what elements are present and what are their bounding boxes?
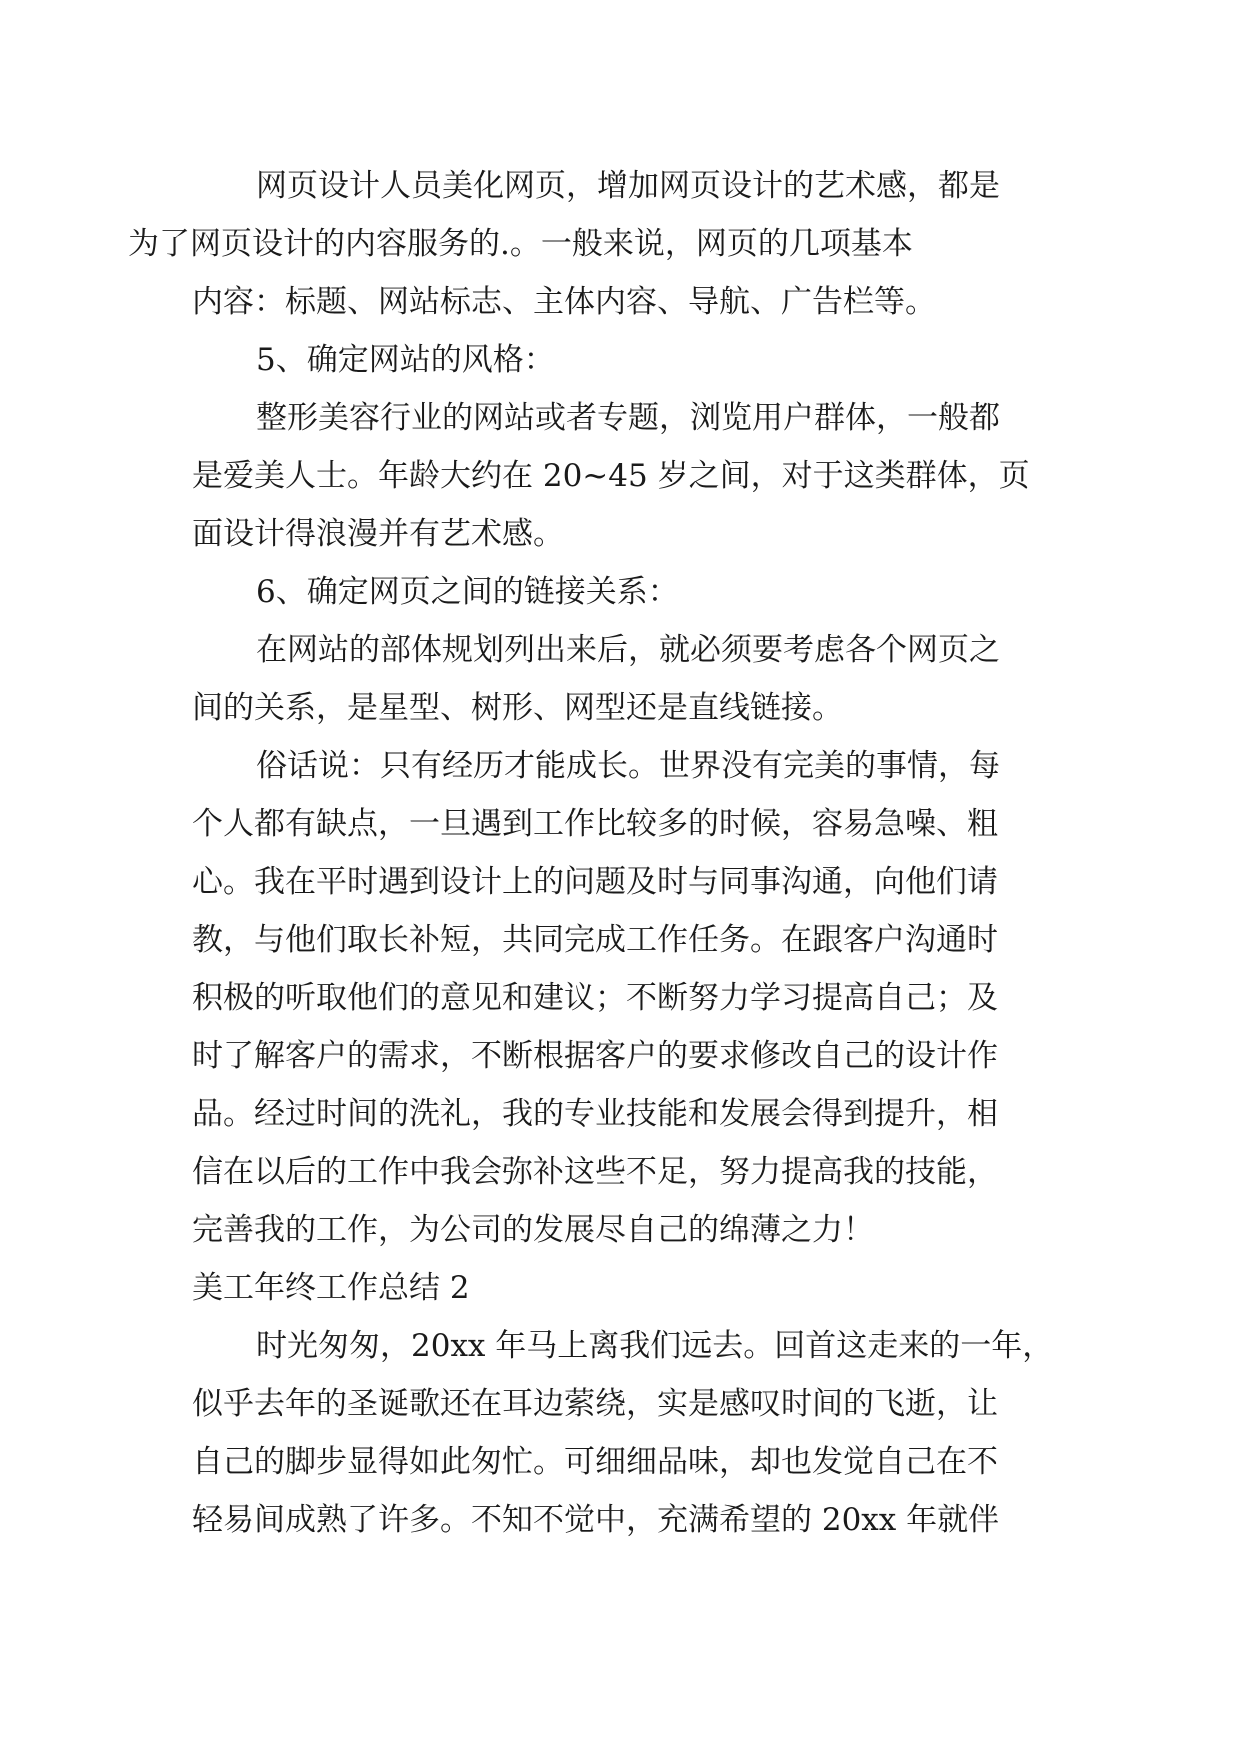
document-body [128, 157, 1054, 1549]
paragraph-link-relations [192, 621, 1052, 737]
text-line: 信在以后的工作中我会弥补这些不足，努力提高我的技能， [192, 1154, 998, 1190]
text-line: 间的关系，是星型、树形、网型还是直线链接。 [192, 690, 843, 726]
text-line: 心。我在平时遇到设计上的问题及时与同事沟通，向他们请 [192, 864, 998, 900]
text-line: 个人都有缺点，一旦遇到工作比较多的时候，容易急噪、粗 [192, 806, 998, 842]
text-line: 网页设计人员美化网页，增加网页设计的艺术感，都是 [256, 168, 1000, 204]
text-line: 是爱美人士。年龄大约在 20~45 岁之间，对于这类群体，页 [192, 458, 1030, 494]
text-line: 内容：标题、网站标志、主体内容、导航、广告栏等。 [192, 284, 936, 320]
text-line: 整形美容行业的网站或者专题，浏览用户群体，一般都 [256, 400, 1000, 436]
text-line: 似乎去年的圣诞歌还在耳边萦绕，实是感叹时间的飞逝，让 [192, 1386, 998, 1422]
text-line: 面设计得浪漫并有艺术感。 [192, 516, 564, 552]
text-line: 在网站的部体规划列出来后，就必须要考虑各个网页之 [256, 632, 1000, 668]
text-line: 积极的听取他们的意见和建议；不断努力学习提高自己；及 [192, 980, 998, 1016]
text-line: 轻易间成熟了许多。不知不觉中，充满希望的 20xx 年就伴 [192, 1502, 1000, 1538]
text-line: 时光匆匆，20xx 年马上离我们远去。回首这走来的一年， [256, 1328, 1054, 1364]
paragraph-growth [192, 737, 1052, 1259]
text-line: 教，与他们取长补短，共同完成工作任务。在跟客户沟通时 [192, 922, 998, 958]
heading-website-style [192, 331, 1052, 389]
heading-text: 5、确定网站的风格： [256, 342, 555, 378]
text-line: 俗话说：只有经历才能成长。世界没有完美的事情，每 [256, 748, 1000, 784]
text-line: 时了解客户的需求，不断根据客户的要求修改自己的设计作 [192, 1038, 998, 1074]
text-line: 完善我的工作，为公司的发展尽自己的绵薄之力！ [192, 1212, 874, 1248]
heading-text: 6、确定网页之间的链接关系： [256, 574, 679, 610]
text-line: 品。经过时间的洗礼，我的专业技能和发展会得到提升，相 [192, 1096, 998, 1132]
heading-link-relations [192, 563, 1052, 621]
section-title: 美工年终工作总结 2 [192, 1270, 470, 1306]
paragraph-website-style [192, 389, 1052, 563]
paragraph-year-review [192, 1317, 1052, 1549]
paragraph-design-content [128, 157, 1052, 331]
text-line: 为了网页设计的内容服务的.。一般来说，网页的几项基本 [128, 226, 913, 262]
text-line: 自己的脚步显得如此匆忙。可细细品味，却也发觉自己在不 [192, 1444, 998, 1480]
